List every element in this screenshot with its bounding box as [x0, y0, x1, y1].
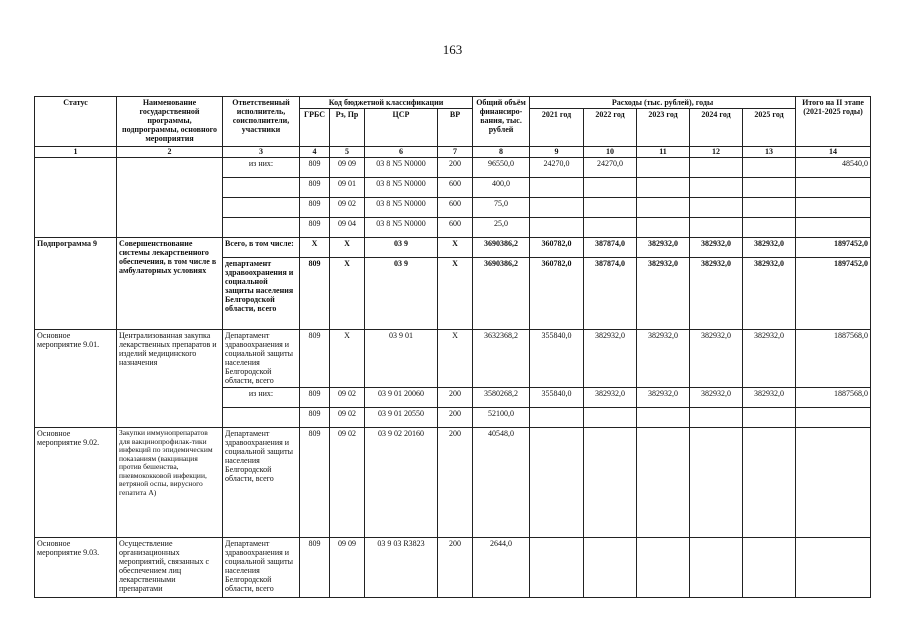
- csr-cell: 03 9 01: [365, 330, 438, 388]
- header-executor: Ответственный исполнитель, соисполнители, участники: [223, 97, 300, 147]
- grbs-cell: X: [300, 238, 330, 258]
- vr-cell: X: [438, 330, 473, 388]
- y2021-cell: 24270,0: [530, 158, 584, 178]
- y2025-cell: 382932,0: [743, 238, 796, 258]
- name-cell: Осуществление организационных мероприятий, связанных с обеспечением лиц лекарственными препаратами: [117, 538, 223, 598]
- grbs-cell: 809: [300, 408, 330, 428]
- rzpr-cell: X: [330, 238, 365, 258]
- rzpr-cell: 09 04: [330, 218, 365, 238]
- page-number: 163: [442, 42, 463, 57]
- total-cell: 40548,0: [473, 428, 530, 538]
- grbs-cell: 809: [300, 428, 330, 538]
- col-num: 10: [584, 147, 637, 158]
- csr-cell: 03 8 N5 N0000: [365, 158, 438, 178]
- y2023-cell: 382932,0: [637, 238, 690, 258]
- status-cell: [35, 158, 117, 238]
- col-num: 13: [743, 147, 796, 158]
- executor-cell: из них:: [223, 158, 300, 178]
- col-num: 14: [796, 147, 871, 158]
- grbs-cell: 809: [300, 538, 330, 598]
- header-y2023: 2023 год: [637, 109, 690, 147]
- header-y2022: 2022 год: [584, 109, 637, 147]
- y2025-cell: [743, 158, 796, 178]
- y2024-cell: 382932,0: [690, 388, 743, 408]
- csr-cell: 03 9 01 20060: [365, 388, 438, 408]
- grbs-cell: 809: [300, 258, 330, 330]
- rzpr-cell: X: [330, 258, 365, 330]
- grbs-cell: 809: [300, 178, 330, 198]
- y2025-cell: 382932,0: [743, 330, 796, 388]
- vr-cell: 600: [438, 218, 473, 238]
- col-num: 1: [35, 147, 117, 158]
- csr-cell: 03 9 03 R3823: [365, 538, 438, 598]
- vr-cell: X: [438, 238, 473, 258]
- sum-cell: 1897452,0: [796, 238, 871, 258]
- vr-cell: 600: [438, 198, 473, 218]
- executor-cell: Департамент здравоохранения и социальной защиты населения Белгородской области, всего: [223, 428, 300, 538]
- grbs-cell: 809: [300, 198, 330, 218]
- name-cell: [117, 158, 223, 238]
- vr-cell: X: [438, 258, 473, 330]
- executor-cell: департамент здравоохранения и социальной защиты населения Белгородской области, всего: [223, 258, 300, 330]
- y2023-cell: 382932,0: [637, 258, 690, 330]
- y2021-cell: 360782,0: [530, 238, 584, 258]
- col-num: 8: [473, 147, 530, 158]
- y2023-cell: 382932,0: [637, 330, 690, 388]
- grbs-cell: 809: [300, 158, 330, 178]
- col-num: 7: [438, 147, 473, 158]
- header-y2024: 2024 год: [690, 109, 743, 147]
- header-y2025: 2025 год: [743, 109, 796, 147]
- executor-cell: Всего, в том числе:: [223, 238, 300, 258]
- col-num: 3: [223, 147, 300, 158]
- rzpr-cell: 09 09: [330, 538, 365, 598]
- csr-cell: 03 9: [365, 238, 438, 258]
- csr-cell: 03 8 N5 N0000: [365, 178, 438, 198]
- vr-cell: 200: [438, 538, 473, 598]
- total-cell: 3690386,2: [473, 238, 530, 258]
- rzpr-cell: X: [330, 330, 365, 388]
- executor-cell: Департамент здравоохранения и социальной защиты населения Белгородской области, всего: [223, 330, 300, 388]
- col-num: 11: [637, 147, 690, 158]
- csr-cell: 03 9 01 20550: [365, 408, 438, 428]
- sum-cell: 48540,0: [796, 158, 871, 178]
- table-row: [35, 538, 871, 598]
- table-row: [35, 330, 871, 388]
- col-num: 5: [330, 147, 365, 158]
- sum-cell: 1887568,0: [796, 388, 871, 408]
- y2024-cell: [690, 158, 743, 178]
- name-cell: Централизованная закупка лекарственных препаратов и изделий медицинского назначения: [117, 330, 223, 428]
- header-grbs: ГРБС: [300, 109, 330, 147]
- total-cell: 25,0: [473, 218, 530, 238]
- header-stage-total: Итого на II этапе (2021-2025 годы): [796, 97, 871, 147]
- name-cell: Совершенствование системы лекарственного обеспечения, в том числе в амбулаторных условиях: [117, 238, 223, 330]
- grbs-cell: 809: [300, 330, 330, 388]
- executor-cell: [223, 408, 300, 428]
- header-name: Наименование государственной программы, подпрограммы, основного мероприятия: [117, 97, 223, 147]
- executor-cell: [223, 178, 300, 198]
- vr-cell: 200: [438, 408, 473, 428]
- table-row: [35, 428, 871, 538]
- header-y2021: 2021 год: [530, 109, 584, 147]
- y2021-cell: 355840,0: [530, 330, 584, 388]
- header-status: Статус: [35, 97, 117, 147]
- y2022-cell: 387874,0: [584, 258, 637, 330]
- y2023-cell: [637, 158, 690, 178]
- total-cell: 3632368,2: [473, 330, 530, 388]
- total-cell: 52100,0: [473, 408, 530, 428]
- executor-cell: из них:: [223, 388, 300, 408]
- sum-cell: 1897452,0: [796, 258, 871, 330]
- grbs-cell: 809: [300, 218, 330, 238]
- y2022-cell: 382932,0: [584, 330, 637, 388]
- sum-cell: 1887568,0: [796, 330, 871, 388]
- rzpr-cell: 09 02: [330, 408, 365, 428]
- y2024-cell: 382932,0: [690, 238, 743, 258]
- col-num: 2: [117, 147, 223, 158]
- header-rzpr: Рз, Пр: [330, 109, 365, 147]
- column-number-row: [35, 147, 871, 158]
- rzpr-cell: 09 09: [330, 158, 365, 178]
- csr-cell: 03 8 N5 N0000: [365, 198, 438, 218]
- rzpr-cell: 09 02: [330, 428, 365, 538]
- y2024-cell: 382932,0: [690, 330, 743, 388]
- csr-cell: 03 8 N5 N0000: [365, 218, 438, 238]
- total-cell: 75,0: [473, 198, 530, 218]
- status-cell: Основное мероприятие 9.01.: [35, 330, 117, 428]
- table-row: [35, 158, 871, 178]
- y2024-cell: 382932,0: [690, 258, 743, 330]
- name-cell: Закупки иммунопрепаратов для вакцинопрофилак-тики инфекций по эпидемическим показаниям (вакцинация против бешенства, пневмококковой инфекции, ветряной оспы, вирусного гепатита А): [117, 428, 223, 538]
- col-num: 9: [530, 147, 584, 158]
- grbs-cell: 809: [300, 388, 330, 408]
- vr-cell: 600: [438, 178, 473, 198]
- header-budget-code: Код бюджетной классификации: [300, 97, 473, 109]
- rzpr-cell: 09 01: [330, 178, 365, 198]
- y2025-cell: 382932,0: [743, 388, 796, 408]
- y2022-cell: 387874,0: [584, 238, 637, 258]
- vr-cell: 200: [438, 388, 473, 408]
- total-cell: 96550,0: [473, 158, 530, 178]
- rzpr-cell: 09 02: [330, 388, 365, 408]
- executor-cell: [223, 218, 300, 238]
- total-cell: 400,0: [473, 178, 530, 198]
- executor-cell: [223, 198, 300, 218]
- y2025-cell: 382932,0: [743, 258, 796, 330]
- status-cell: Основное мероприятие 9.03.: [35, 538, 117, 598]
- y2021-cell: 355840,0: [530, 388, 584, 408]
- header-expenses: Расходы (тыс. рублей), годы: [530, 97, 796, 109]
- total-cell: 3580268,2: [473, 388, 530, 408]
- csr-cell: 03 9: [365, 258, 438, 330]
- header-row-1: [35, 97, 871, 109]
- total-cell: 3690386,2: [473, 258, 530, 330]
- y2022-cell: 382932,0: [584, 388, 637, 408]
- header-total-volume: Общий объём финансиро-вания, тыс. рублей: [473, 97, 530, 147]
- rzpr-cell: 09 02: [330, 198, 365, 218]
- total-cell: 2644,0: [473, 538, 530, 598]
- csr-cell: 03 9 02 20160: [365, 428, 438, 538]
- vr-cell: 200: [438, 158, 473, 178]
- status-cell: Основное мероприятие 9.02.: [35, 428, 117, 538]
- col-num: 6: [365, 147, 438, 158]
- y2021-cell: 360782,0: [530, 258, 584, 330]
- budget-table: [34, 96, 871, 598]
- y2023-cell: 382932,0: [637, 388, 690, 408]
- executor-cell: Департамент здравоохранения и социальной защиты населения Белгородской области, всего: [223, 538, 300, 598]
- vr-cell: 200: [438, 428, 473, 538]
- col-num: 12: [690, 147, 743, 158]
- header-csr: ЦСР: [365, 109, 438, 147]
- table-row: [35, 238, 871, 258]
- status-cell: Подпрограмма 9: [35, 238, 117, 330]
- col-num: 4: [300, 147, 330, 158]
- y2022-cell: 24270,0: [584, 158, 637, 178]
- header-vr: ВР: [438, 109, 473, 147]
